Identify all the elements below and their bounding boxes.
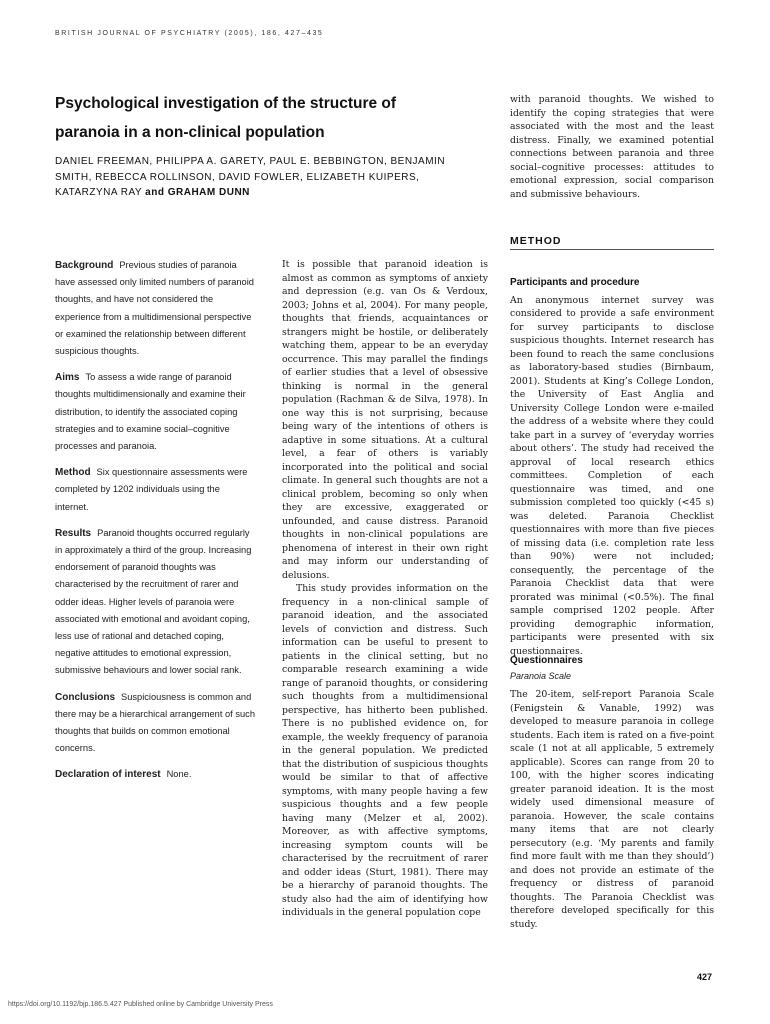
abstract-label: Aims [55, 372, 80, 384]
abstract-label: Method [55, 467, 91, 479]
abstract-label: Conclusions [55, 691, 116, 703]
body-paragraph: This study provides information on the frequency in a non-clinical sample of paranoid ideation, and the associated levels of conviction and distress. Such information can be useful to present to patients in the clinical setting, but no comparable research examining a wide range of paranoid thoughts, or considering such thoughts from a multidimensional perspective, has hitherto been published. There is no published evidence on, for example, the weekly frequency of paranoia in the general population. We predicted that the distribution of suspicious thoughts would be similar to that of affective symptoms, with many people having a few suspicious thoughts and a few people having many (Melzer et al, 2002). Moreover, as with affective symptoms, increasing symptom counts will be characterised by the recruitment of rarer and odder ideas (Sturt, 1981). There may be a hierarchy of paranoid thoughts. The study also had the aim of identifying how individuals in the general population cope [282, 583, 488, 918]
body-column-2 [282, 258, 488, 920]
abstract-method [55, 464, 255, 516]
body-paragraph: An anonymous internet survey was considered to provide a safe environment for survey participants to disclose suspicious thoughts. Internet research has been found to reach the same conclusions as laboratory-based studies (Birnbaum, 2001). Students at King’s College London, the University of East Anglia and University College London were e-mailed the address of a website where they could take part in a survey of ‘everyday worries about others’. The study had received the approval of local research ethics committees. Completion of each questionnaire was timed, and one submission completed too quickly (<45 s) was deleted. Paranoia Checklist questionnaires with more than five pieces of missing data (i.e. completion rate less than 90%) were not included; consequently, the percentage of the Paranoia Checklist data that were prorated was minimal (<0.5%). The final sample comprised 1202 people. After providing demographic information, participants were presented with six questionnaires. [510, 294, 714, 657]
abstract-label: Results [55, 527, 92, 539]
abstract-text: Six questionnaire assessments were completed by 1202 individuals using the internet. [55, 467, 248, 512]
doi-footer-link[interactable]: https://doi.org/10.1192/bjp.186.5.427 Published online by Cambridge University Press [8, 1001, 273, 1008]
abstract-text: Paranoid thoughts occurred regularly in approximately a third of the group. Increasing endorsement of paranoid thoughts was characterised by the recruitment of rarer and odder ideas. Higher levels of paranoia were associated with emotional and avoidant coping, less use of rational and detached coping, negative attitudes to emotional expression, submissive behaviours and lower social rank. [55, 527, 252, 676]
abstract-background [55, 257, 255, 360]
questionnaires-heading: Questionnaires [510, 655, 583, 666]
abstract [55, 257, 255, 793]
body-paragraph: It is possible that paranoid ideation is almost as common as symptoms of anxiety and depression (e.g. van Os & Verdoux, 2003; Johns et al, 2004). For many people, thoughts that friends, acquaintances or strangers might be hostile, or deliberately watching them, appear to be an everyday occurrence. This may parallel the findings of earlier studies that a level of obsessive thinking is normal in the general population (Rachman & de Silva, 1978). In one way this is not surprising, because being wary of the intentions of others is adaptive in some situations. At a cultural level, a fear of others is variably incorporated into the political and social climate. In general such thoughts are not a clinical problem, becoming so only when they are excessive, exaggerated or unfounded, and cause distress. Paranoid thoughts in non-clinical populations are phenomena of interest in their own right and may inform our understanding of delusions. [282, 259, 488, 581]
article-title: Psychological investigation of the structure of paranoia in a non-clinical population [55, 95, 397, 141]
body-column-3-intro [510, 93, 714, 201]
paranoia-scale-subheading: Paranoia Scale [510, 671, 572, 681]
running-head: BRITISH JOURNAL OF PSYCHIATRY (2005), 186, 427–435 [55, 30, 324, 37]
page-number: 427 [697, 972, 713, 982]
questionnaires-section [510, 688, 714, 931]
authors-last: and GRAHAM DUNN [145, 187, 250, 198]
abstract-label: Declaration of interest [55, 769, 161, 781]
body-paragraph: The 20-item, self-report Paranoia Scale (Fenigstein & Vanable, 1992) was developed to measure paranoia in college students. Each item is rated on a five-point scale (1 not at all applicable, 5 extremely applicable). Scores can range from 20 to 100, with the higher scores indicating greater paranoid ideation. It is the most widely used dimensional measure of paranoia. However, the scale contains many items that are not clearly persecutory (e.g. ‘My parents and family find more fault with me than they should’) and does not provide an estimate of the frequency or distress of paranoid thoughts. The Paranoia Checklist was therefore developed specifically for this study. [510, 689, 714, 930]
abstract-text: To assess a wide range of paranoid thoughts multidimensionally and examine their distribution, to identify the associated coping strategies and to examine social–cognitive processes and paranoia. [55, 372, 246, 452]
method-section [510, 276, 714, 658]
abstract-aims [55, 369, 255, 455]
authors-main: DANIEL FREEMAN, PHILIPPA A. GARETY, PAUL E. BEBBINGTON, BENJAMIN SMITH, REBECCA ROLLINSON, DAVID FOWLER, ELIZABETH KUIPERS, KATARZYNA RAY [55, 156, 446, 198]
abstract-text: Previous studies of paranoia have assessed only limited numbers of paranoid thoughts, and have not considered the experience from a multidimensional perspective or examined the relationship between different suspicious thoughts. [55, 260, 254, 357]
abstract-text: None. [166, 769, 192, 780]
method-heading: METHOD [510, 235, 714, 250]
abstract-declaration [55, 766, 255, 783]
body-paragraph: with paranoid thoughts. We wished to identify the coping strategies that were associated with the most and the least distress. Finally, we examined potential connections between paranoia and three social–cognitive processes: attitudes to emotional expression, social comparison and submissive behaviours. [510, 94, 714, 200]
abstract-conclusions [55, 689, 255, 758]
author-list [55, 154, 455, 201]
participants-subheading: Participants and procedure [510, 277, 640, 288]
abstract-text: Suspiciousness is common and there may be a hierarchical arrangement of such thoughts that builds on common emotional concerns. [55, 691, 255, 754]
abstract-results [55, 525, 255, 680]
abstract-label: Background [55, 260, 114, 271]
